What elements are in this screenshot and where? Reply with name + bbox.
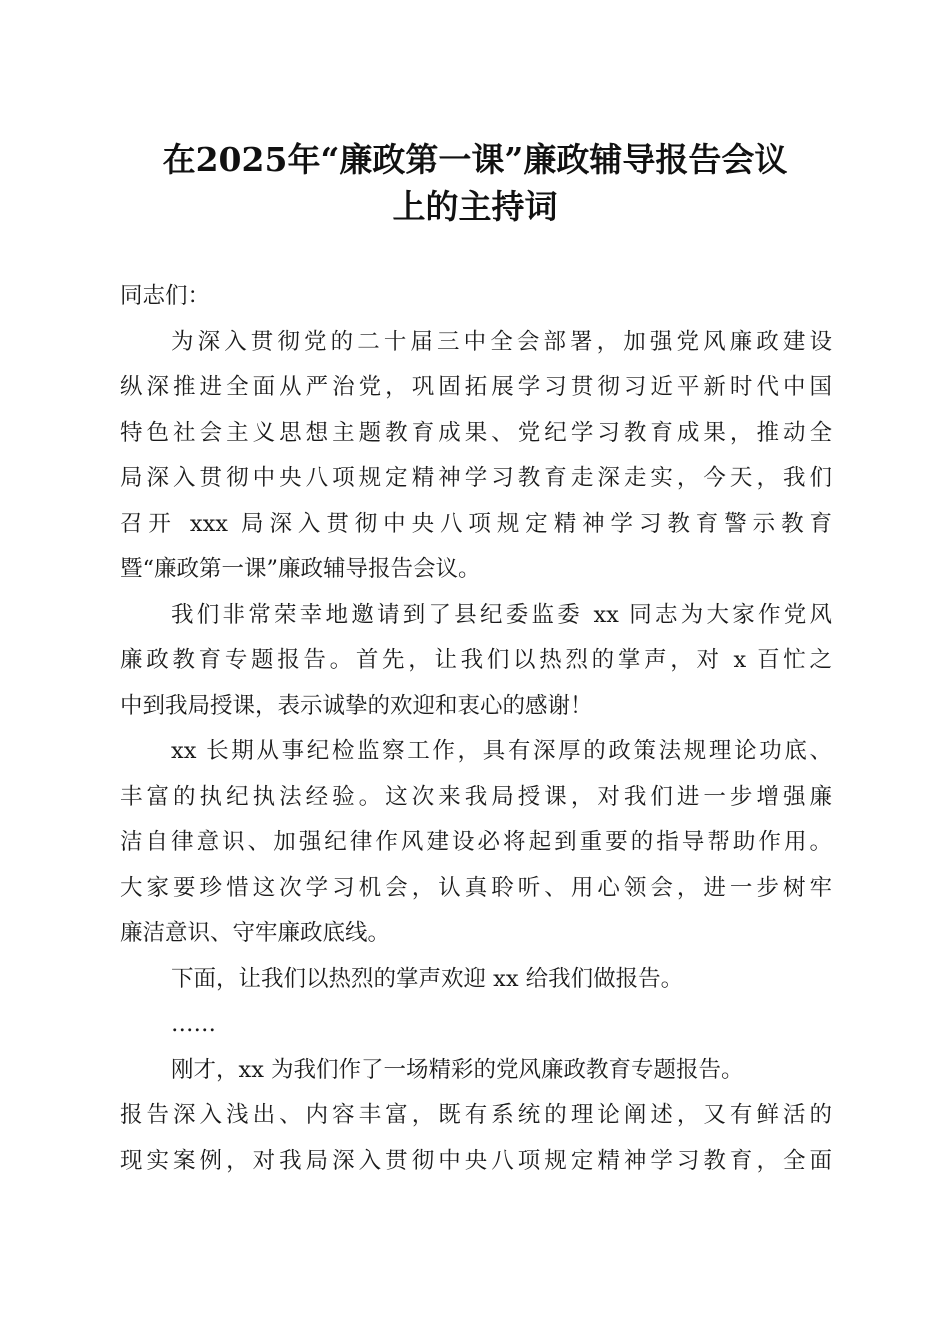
salutation: 同志们： <box>120 283 211 309</box>
paragraph-5-line-1: 刚才，xx 为我们作了一场精彩的党风廉政教育专题报告。 <box>171 1056 744 1083</box>
paragraph-5-line-3: 现实案例，对我局深入贯彻中央八项规定精神学习教育，全面 <box>120 1147 832 1174</box>
paragraph-1-line-3: 特色社会主义思想主题教育成果、党纪学习教育成果，推动全 <box>120 419 832 446</box>
document-title-line-1: 在2025年“廉政第一课”廉政辅导报告会议 <box>162 140 788 179</box>
paragraph-3-line-1: xx 长期从事纪检监察工作，具有深厚的政策法规理论功底、 <box>171 738 832 764</box>
document-title-line-2: 上的主持词 <box>392 187 558 226</box>
paragraph-5-line-2: 报告深入浅出、内容丰富，既有系统的理论阐述，又有鲜活的 <box>120 1102 832 1128</box>
paragraph-2-line-2: 廉政教育专题报告。首先，让我们以热烈的掌声，对 x 百忙之 <box>120 647 832 673</box>
paragraph-1-line-5: 召开 xxx 局深入贯彻中央八项规定精神学习教育警示教育 <box>120 510 832 537</box>
ellipsis-line: …… <box>171 1011 216 1037</box>
paragraph-3-line-5: 廉洁意识、守牢廉政底线。 <box>120 920 391 946</box>
paragraph-3-line-4: 大家要珍惜这次学习机会，认真聆听、用心领会，进一步树牢 <box>120 874 832 901</box>
paragraph-3-line-2: 丰富的执纪执法经验。这次来我局授课，对我们进一步增强廉 <box>120 783 832 810</box>
paragraph-2-line-3: 中到我局授课，表示诚挚的欢迎和衷心的感谢！ <box>120 692 593 719</box>
document-body <box>120 274 832 1184</box>
paragraph-1-line-6: 暨“廉政第一课”廉政辅导报告会议。 <box>120 556 481 582</box>
paragraph-1-line-4: 局深入贯彻中央八项规定精神学习教育走深走实，今天，我们 <box>120 465 832 491</box>
paragraph-3-line-3: 洁自律意识、加强纪律作风建设必将起到重要的指导帮助作用。 <box>120 829 832 855</box>
paragraph-1-line-1: 为深入贯彻党的二十届三中全会部署，加强党风廉政建设 <box>171 328 832 355</box>
paragraph-1-line-2: 纵深推进全面从严治党，巩固拓展学习贯彻习近平新时代中国 <box>120 374 832 400</box>
paragraph-4-line-1: 下面，让我们以热烈的掌声欢迎 xx 给我们做报告。 <box>171 965 684 992</box>
paragraph-2-line-1: 我们非常荣幸地邀请到了县纪委监委 xx 同志为大家作党风 <box>171 601 832 628</box>
